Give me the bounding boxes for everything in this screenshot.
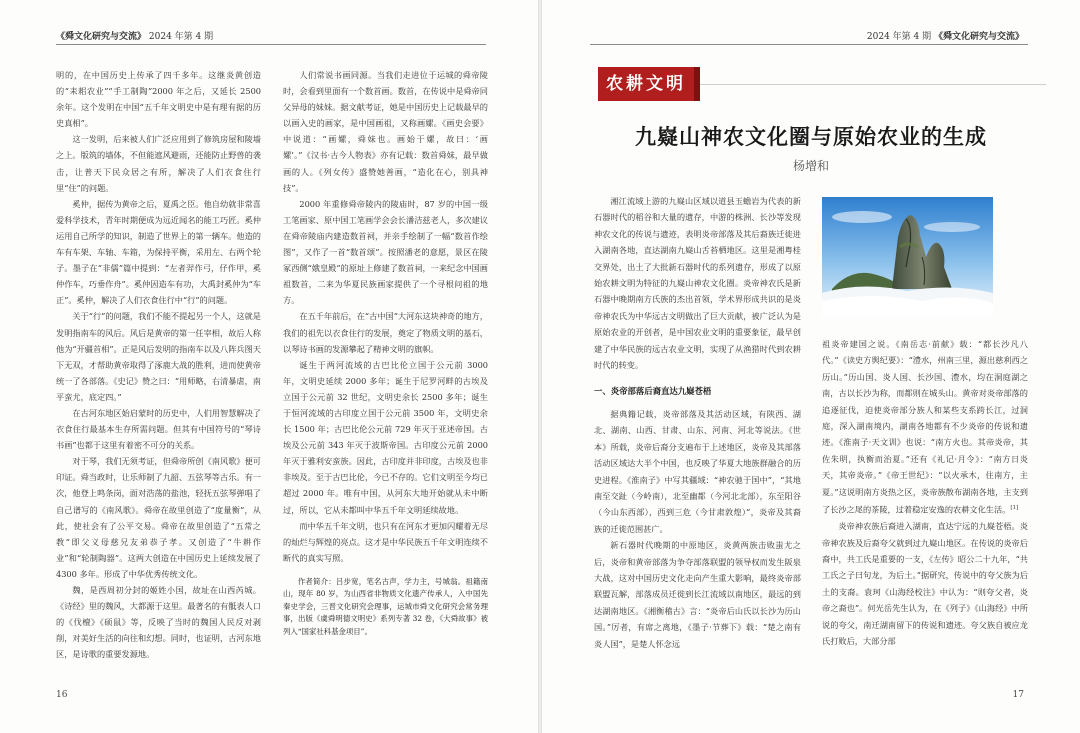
journal-name: 《舜文化研究与交流》 (56, 32, 147, 42)
right-page (542, 0, 1080, 733)
article-title: 九嶷山神农文化圈与原始农业的生成 (635, 124, 987, 149)
paragraph: 明的，在中国历史上传承了四千多年。这继炎黄创造的“耒耜农业”“手工制陶”2000 年之后，又延长 2500 余年。这个发明在中国“五千年文明史中是有理有据的历史真相”。 (56, 70, 261, 129)
paragraph: 在古河东地区始启蒙时的历史中，人们用智慧解决了衣食住行最基本生存所需问题。但其有中国符号的“琴诗书画”也都于这里有着密不可分的关系。 (56, 407, 261, 451)
right-column-1 (594, 193, 801, 652)
section-heading: 一、炎帝部落后裔直达九嶷苍梧 (594, 386, 712, 397)
right-column-1-body (594, 406, 801, 652)
journal-name: 《舜文化研究与交流》 (933, 32, 1024, 42)
paragraph: 诞生于两河流域的古巴比伦立国于公元前 3000 年，文明史延续 2000 多年；诞生于尼罗河畔的古埃及立国于公元前 32 世纪，文明史余长 2500 多年；诞生于恒河流域的古印度立国于公元前 3500 年，文明史余长 1500 年；古巴比伦公元前 729 年灭于亚述帝国。古埃及公元前 343 年灭于波斯帝国。古印度公元前 2000 年灭于雅利安蛮族。因此，古印度并非印度，古埃及也非非埃及。至于古巴比伦，今已不存的。它们文明至今均已超过 2000 年。唯有中国，从河东大地开始就从未中断过，所以，它从未都叫中华五千年文明延续故地。 (283, 359, 488, 515)
page-number-right: 17 (1012, 690, 1024, 700)
paragraph: 而中华五千年文明，也只有在河东才更加闪耀着无尽的灿烂与辉煌的亮点。这才是中华民族五千年文明连续不断代的真实写照。 (283, 520, 488, 563)
left-running-header (56, 29, 213, 42)
article-author: 杨增和 (792, 159, 829, 173)
paragraph: 炎帝神农族后裔进入湖南，直达宁远的九嶷苍梧。炎帝神农族及后裔夸父就到过九嶷山地区。在传说的炎帝后裔中，共工氏是重要的一支，《左传》昭公二十九年，“共工氏之子曰句龙，为后土。”据研究，传说中的夸父族为后土的支裔。袁珂《山海经校注》中认为：“则夸父者，炎帝之裔也”。何光岳先生认为，在《列子》《山海经》中所说的夸父，南迁湖南留下的传说和遗迹。夸父族自被应龙氏打败后，大部分部 (822, 521, 1028, 647)
issue-label: 2024 年第 4 期 (866, 32, 932, 42)
right-column-2 (822, 336, 1028, 649)
column-tag: 农耕文明 (598, 67, 694, 101)
paragraph: 奚仲，据传为黄帝之后，夏禹之臣。他自幼就非常喜爱科学技术，青年时期便成为远近闻名的能工巧匠。奚仲运用自己所学的知识，制造了世界上的第一辆车。他造的车有车架、车轴、车箱，为保持平衡，采用左、右两个轮子。墨子在“非儒”篇中提到：“左者羿作弓，仔作甲，奚仲作车，巧垂作舟”。奚仲因造车有功，大禹封奚仲为“车正”。奚仲，解决了人们衣食住行中“行”的问题。 (56, 198, 261, 306)
left-column-2-body (283, 67, 488, 566)
mountain-photo (822, 197, 993, 317)
left-page (0, 0, 538, 733)
right-column-2-body (822, 518, 1028, 649)
paragraph: 在五千年前后，在“古中国”大河东这块神奇的地方，我们的祖先以衣食住行的发展，奠定了物质文明的基石，以琴诗书画的发源攀起了精神文明的旗帜。 (283, 311, 488, 354)
paragraph: 魏，是西周初分封的姬姓小国，故址在山西芮城。《诗经》里的魏风，大都源于这里。最著名的有骶表人口的《伐檀》《硕鼠》等，反映了当时的魏国人民反对剥削，对美好生活的向往和幻想。同时，也证明，古河东地区，是诗歌的重要发源地。 (56, 585, 261, 660)
footnote-mark: [1] (1010, 505, 1019, 512)
header-rule (590, 44, 1028, 45)
paragraph: 2000 年重修舜帝陵内的陵庙时，87 岁的中国一级工笔画家、原中国工笔画学会会长潘洁兹老人，多次建议在舜帝陵庙内建造数首祠，并亲手绘制了一幅“数首作绘图”，又作了一首“数首颂”。按照潘老的意愿，景区在陵冢西侧“娥皇殿”的原址上修建了数首祠，一来纪念中国画祖数首，二来为华夏民族画家提供了一个寻根问祖的地方。 (283, 198, 488, 306)
paragraph: 祖炎帝建国之说。《南岳志·前献》载：“都长沙凡八代。”《读史方舆纪要》：“澧水，州南三里，源出慈利西之历山。”历山国、炎人国、长沙国、澧水，均在洞庭湖之南，古以长沙为称，而都则在城头山。黄帝对炎帝部落的追逐征伐，迫使炎帝部分族人和某些支系跨长江，过洞庭，深入湖南境内，湖南各地都有不少炎帝的传说和遗迹。《淮南子·天文训》也说：“南方火也。其帝炎帝，其佐朱明，执衡而治夏。”还有《礼记·月令》：“南方日炎天，其帝炎帝。”《帝王世纪》：“以火承木，住南方，主夏。”这说明南方炎热之区，炎帝族散布湖南各地，主支到了长沙之尾的茶陵，过着稳定安逸的农耕文化生活。 (822, 339, 1028, 515)
paragraph: 人们常说书画同源。当我们走进位于运城的舜帝陵时，会看到里面有一个数首画。数首，在传说中是舜帝同父异母的妹妹。据文献考证，她是中国历史上记载最早的以画入史的画家，是中国画祖，又称画嫘。《画史会要》中说道：“画嫘，舜妹也。画始于嫘，故曰：‘画嫘’。”《汉书·古今人物表》亦有记载：数首舜妹，最早做画的人。《列女传》盛赞她善画，“造化在心，别具神技”。 (283, 70, 488, 193)
left-column-1 (56, 67, 261, 662)
paragraph: 湘江流域上游的九嶷山区域以道县玉蟾岩为代表的新石器时代的稻谷和大量的遗存，中游的株洲、长沙等发现神农文化的传说与遗迹，表明炎帝部落及其后裔族迁徙进入湖南各地，直达湖南九嶷山舌苔栖地区。这里是湘粤桂交界处，出土了大批新石器时代的系列遗存，形成了以原始农耕文明为特征的九嶷山神农文化圈。炎帝神农氏是新石器中晚期南方氏族的杰出首领，学术界形成共识的是炎帝神农氏为中华远古文明做出了巨大贡献，被广泛认为是原始农业的开创者，是中国农业文明的重要象征，最早创建了中华民族的远古农业文明，实现了从渔猎时代到农耕时代的转变。 (594, 196, 801, 371)
issue-label: 2024 年第 4 期 (148, 32, 214, 42)
author-bio: 作者简介：吕步宽，笔名古声，学力主，号城翁。祖籍南山，现年 80 岁，为山西省非物质文化遗产传承人，入中国先秦史学会，三晋文化研究会理事，运城市舜文化研究会常务理事，出版《虞舜明德文明史》系列专著 32 卷，《大舜故事》被列入“国家社科基金项目”。 (283, 576, 488, 636)
paragraph: 这一发明，后来被人们广泛应用到了修筑房屋和陵墙之上。版筑的墙体，不但能遮风避雨，还能防止野兽的袭击，让普天下民众居之有所，解决了人们衣食住行里“住”的问题。 (56, 134, 261, 193)
right-running-header (867, 29, 1024, 42)
paragraph: 新石器时代晚期的中原地区，炎黄两族击败蚩尤之后，炎帝和黄帝部落为争夺部落联盟的领导权而发生阪泉大战，这对中国历史文化走向产生重大影响，最终炎帝部联盟瓦解，部落成员迁徙到长江流域以南地区，最远的到达湖南地区。《湘衡稽古》言：“炎帝后山氏以长沙为历山国。”厉者，有席之离地，《墨子·节葬下》载：“楚之南有炎人国”，是楚人怀念远 (594, 540, 801, 649)
page-number-left: 16 (56, 690, 68, 700)
header-rule (56, 44, 486, 45)
right-column-1-intro (594, 193, 801, 373)
paragraph: 对于琴，我们无须考证，但舜帝所创《南风歌》便可印证。舜当政时，让乐师制了九韶、五弦琴等古乐。有一次，他登上鸣条岗，面对浩荡的盐池，轻抚五弦琴弹唱了自己谱写的《南风歌》。舜帝在故里创造了“度量衡”，从此，使社会有了公平交易。舜帝在故里创造了“五常之教”即父义母慈兄友弟恭子孝。又创造了“牛耕作业”和“轮制陶器”。这两大创造在中国历史上延续发展了 4300 多年。形成了中华优秀传统文化。 (56, 456, 261, 579)
tag-rule (700, 84, 1046, 85)
paragraph: 据典籍记载，炎帝部落及其活动区域，有陕西、湖北、湖南、山西、甘肃、山东、河南、河北等说法。《世本》所载，炎帝后裔分支遍布于上述地区，炎帝及其部落活动区域达大半个中国，也反映了华夏大地族群融合的历史进程。《淮南子》中写其疆域：“神农驰于国中”，“其地南至交趾（今岭南），北至幽都（今河北北部），东至阳谷（今山东西部），西到三危（今甘肃敦煌）”，炎帝及其裔族的迁徙范围甚广。 (594, 408, 801, 534)
paragraph: 关于“行”的问题，我们不能不提起另一个人，这就是发明指南车的风后。风后是黄帝的第一任宰相，故后人称他为“开疆首相”。正是风后发明的指南车以及八阵兵图天下无双，才帮助黄帝取得了涿鹿大战的胜利，进而使黄帝统一了各部落。《史记》赞之曰：“用师略，右清暴虐，南平蛮尤，底定四。” (56, 311, 261, 402)
left-column-2 (283, 67, 488, 638)
